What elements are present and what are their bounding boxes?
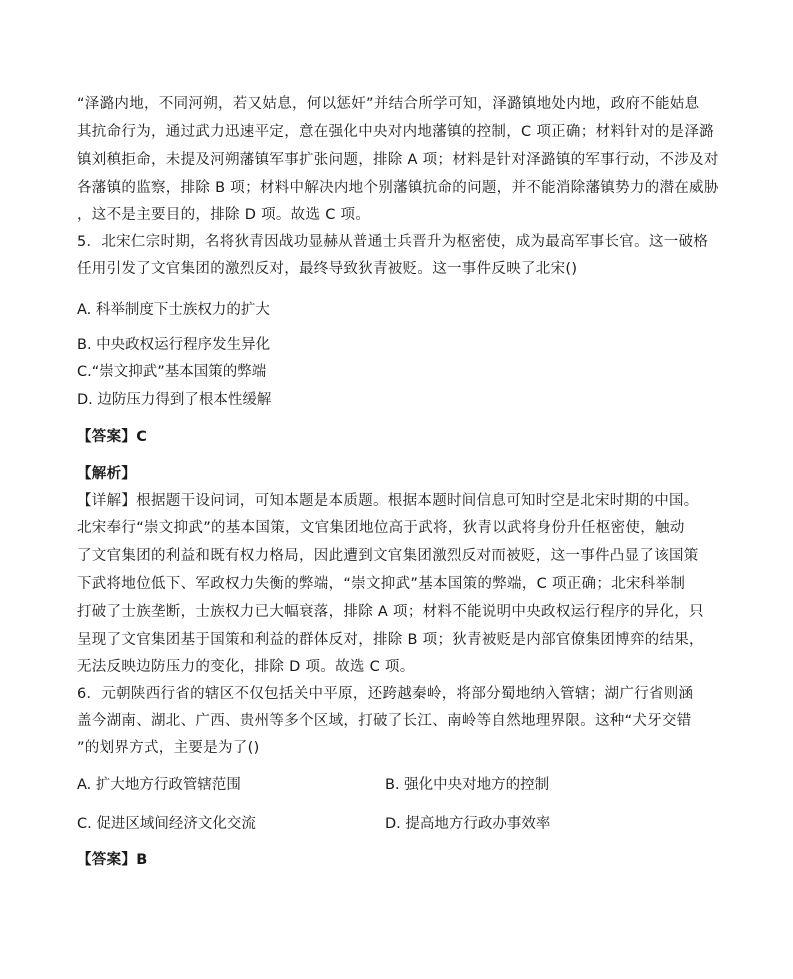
question-6-stem: 6．元朝陕西行省的辖区不仅包括关中平原，还跨越秦岭，将部分蜀地纳入管辖；湖广行省则涵 [77, 686, 694, 702]
analysis-line: 了文官集团的利益和既有权力格局，因此遭到文官集团激烈反对而被贬，这一事件凸显了该国策 [77, 548, 699, 564]
analysis-line: 下武将地位低下、军政权力失衡的弊端，“崇文抑武”基本国策的弊端，C 项正确；北宋科举制 [77, 576, 686, 592]
question-5-option-c: C.“崇文抑武”基本国策的弊端 [77, 364, 267, 380]
analysis-line: 打破了士族垄断，士族权力已大幅衰落，排除 A 项；材料不能说明中央政权运行程序的异化，只 [77, 604, 704, 620]
question-5-option-b: B. 中央政权运行程序发生异化 [77, 337, 271, 353]
analysis-line: 无法反映边防压力的变化，排除 D 项。故选 C 项。 [77, 659, 415, 675]
explanation-line: 镇刘稹拒命，未提及河朔藩镇军事扩张问题，排除 A 项；材料是针对泽潞镇的军事行动，不涉及对 [77, 152, 719, 168]
question-5-stem: 5．北宋仁宗时期，名将狄青因战功显赫从普通士兵晋升为枢密使，成为最高军事长官。这一破格 [77, 234, 709, 250]
question-5-analysis-title: 【解析】 [77, 466, 137, 482]
question-6-option-d: D. 提高地方行政办事效率 [385, 816, 551, 832]
question-6-answer: 【答案】B [77, 852, 148, 868]
explanation-line: 各藩镇的监察，排除 B 项；材料中解决内地个别藩镇抗命的问题，并不能消除藩镇势力的潜在威胁 [77, 180, 719, 196]
explanation-line: ，这不是主要目的，排除 D 项。故选 C 项。 [77, 207, 371, 223]
analysis-line: 北宋奉行“崇文抑武”的基本国策，文官集团地位高于武将，狄青以武将身份升任枢密使，触动 [77, 520, 685, 536]
explanation-line: 其抗命行为，通过武力迅速平定，意在强化中央对内地藩镇的控制，C 项正确；材料针对的是泽潞 [77, 124, 714, 140]
question-5-answer: 【答案】C [77, 429, 148, 445]
question-6-option-a: A. 扩大地方行政管辖范围 [77, 777, 241, 793]
analysis-line: 【详解】根据题干设问词，可知本题是本质题。根据本题时间信息可知时空是北宋时期的中国。 [77, 493, 699, 509]
question-6-stem: 盖今湖南、湖北、广西、贵州等多个区域，打破了长江、南岭等自然地理界限。这种“犬牙交错 [77, 713, 692, 729]
question-5-stem: 任用引发了文官集团的激烈反对，最终导致狄青被贬。这一事件反映了北宋() [77, 261, 578, 277]
explanation-line: “泽潞内地，不同河朔，若又姑息，何以惩奸”并结合所学可知，泽潞镇地处内地，政府不能姑息 [77, 96, 700, 112]
question-5-option-d: D. 边防压力得到了根本性缓解 [77, 392, 272, 408]
question-6-option-c: C. 促进区域间经济文化交流 [77, 816, 256, 832]
analysis-line: 呈现了文官集团基于国策和利益的群体反对，排除 B 项；狄青被贬是内部官僚集团博弈的结果， [77, 632, 704, 648]
question-6-option-b: B. 强化中央对地方的控制 [385, 777, 550, 793]
question-6-stem: ”的划界方式，主要是为了() [77, 740, 260, 756]
question-5-option-a: A. 科举制度下士族权力的扩大 [77, 302, 270, 318]
